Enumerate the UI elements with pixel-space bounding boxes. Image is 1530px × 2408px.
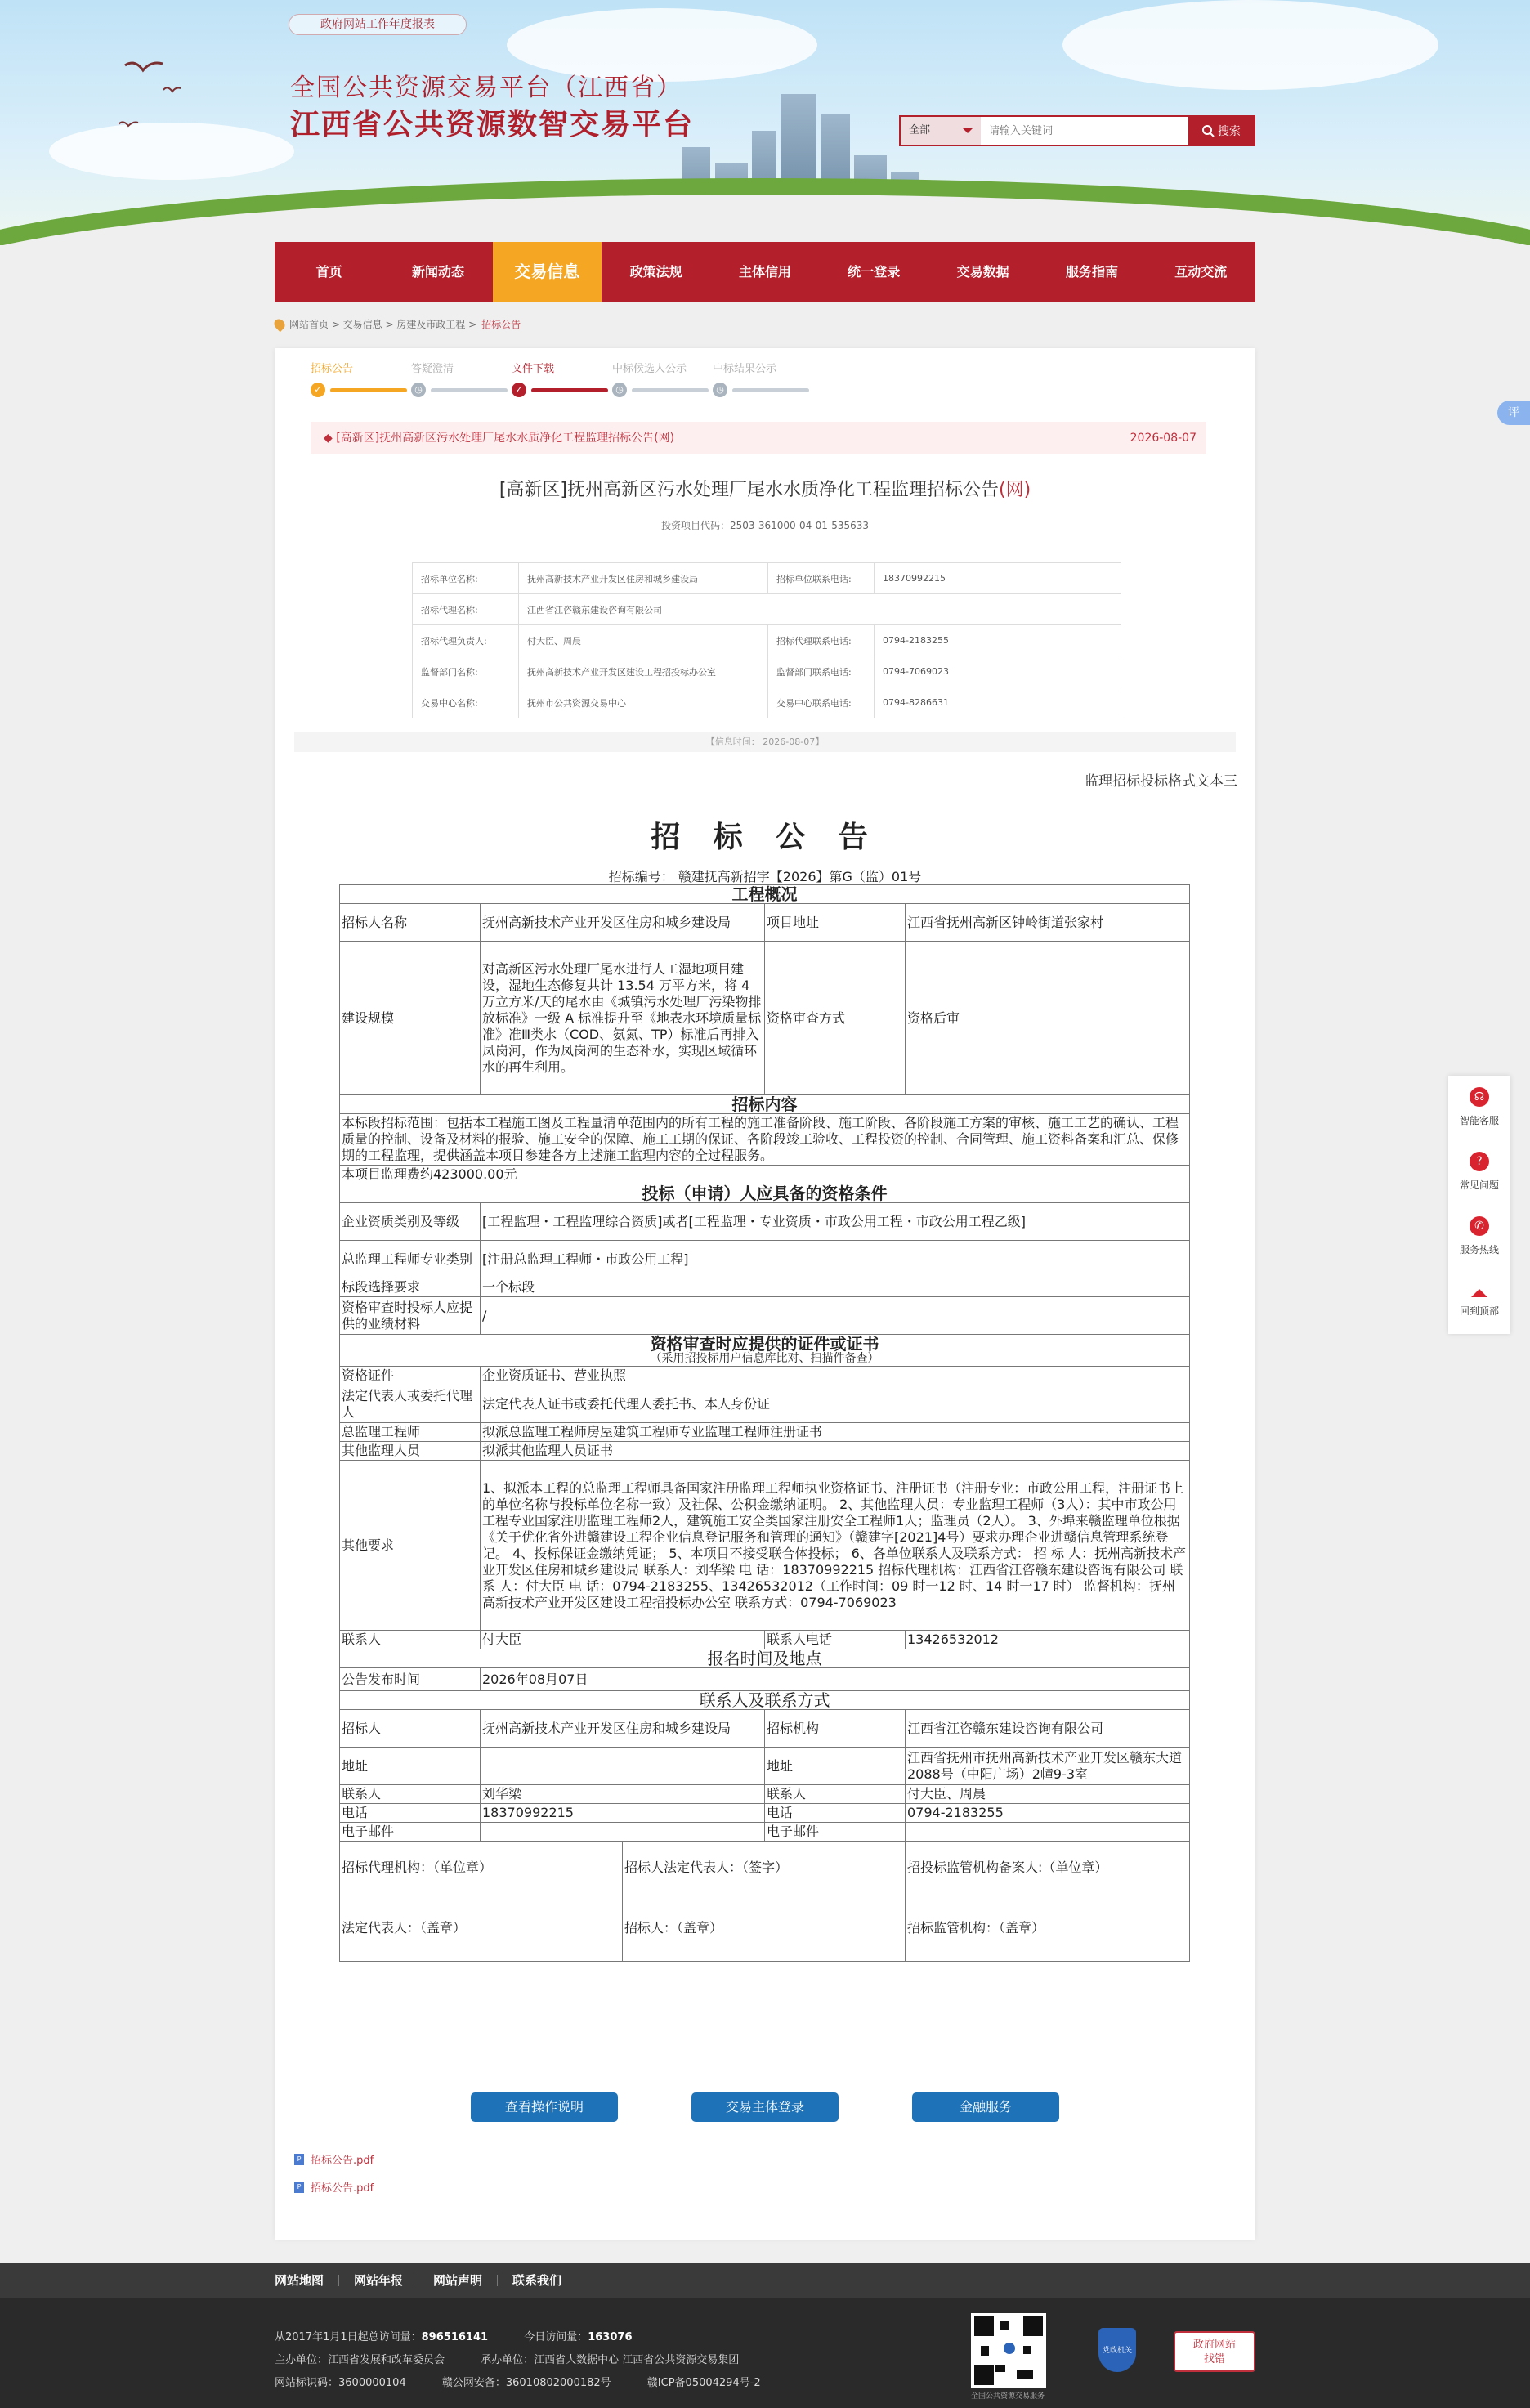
gov-site-error-badge[interactable] bbox=[1174, 2331, 1255, 2372]
cell-label: 总监理工程师 bbox=[340, 1423, 481, 1442]
search-button-label: 搜索 bbox=[1218, 125, 1241, 138]
bullet-icon: ◆ bbox=[324, 432, 337, 445]
action-buttons bbox=[275, 2092, 1255, 2122]
sign-text: 招标代理机构：（单位章） bbox=[342, 1860, 493, 1875]
step-label: 答疑澄清 bbox=[411, 363, 454, 375]
cell-label: 资格审查时投标人应提供的业绩材料 bbox=[340, 1297, 481, 1335]
sign-block bbox=[340, 1842, 623, 1961]
nav-policy[interactable]: 政策法规 bbox=[629, 264, 682, 280]
title-net-tag: (网) bbox=[999, 480, 1031, 500]
organizer-text: 承办单位：江西省大数据中心 江西省公共资源交易集团 bbox=[481, 2354, 740, 2366]
cell-label: 电子邮件 bbox=[340, 1823, 481, 1842]
content-card bbox=[275, 348, 1255, 2240]
cell-label: 资格审查方式 bbox=[765, 942, 906, 1095]
nav-home[interactable]: 首页 bbox=[315, 264, 342, 280]
phone-icon: ✆ bbox=[1470, 1216, 1489, 1236]
sign-block bbox=[623, 1842, 906, 1961]
headset-icon: ☊ bbox=[1470, 1087, 1489, 1107]
sign-text: 招标监管机构：（盖章） bbox=[907, 1920, 1045, 1936]
faq-button[interactable] bbox=[1448, 1140, 1510, 1205]
info-value: 抚州市公共资源交易中心 bbox=[519, 687, 768, 718]
cell-value: 本项目监理费约423000.00元 bbox=[340, 1166, 1190, 1184]
section-certificates-title: 资格审查时应提供的证件或证书 bbox=[650, 1334, 879, 1354]
cell-label: 法定代表人或委托代理人 bbox=[340, 1385, 481, 1423]
search-icon bbox=[1201, 124, 1215, 137]
cell-value: 对高新区污水处理厂尾水进行人工湿地项目建设，湿地生态修复共计 13.54 万平方米，将 4 万立方米/天的尾水由《城镇污水处理厂污染物排放标准》一级 A 标准提升至《地表水环境质量标准》准Ⅲ类水（COD、氨氮、TP）标准后再排入凤岗河，作为凤岗河的生态补水，实现区域循环水的再生利用。 bbox=[481, 942, 765, 1095]
police-record-link[interactable]: 赣公网安备：36010802000182号 bbox=[441, 2377, 611, 2389]
search-bar bbox=[899, 115, 1255, 146]
step-clarification[interactable] bbox=[411, 360, 512, 401]
section-time: 报名时间及地点 bbox=[340, 1649, 1190, 1668]
info-value: 抚州高新技术产业开发区住房和城乡建设局 bbox=[519, 563, 768, 594]
footer-link-sitemap[interactable]: 网站地图 bbox=[275, 2273, 324, 2288]
today-label: 今日访问量： bbox=[524, 2331, 588, 2343]
back-to-top-button[interactable] bbox=[1448, 1269, 1510, 1334]
title-text: [高新区]抚州高新区污水处理厂尾水水质净化工程监理招标公告 bbox=[499, 480, 999, 500]
doc-title: 招 标 公 告 bbox=[651, 821, 879, 854]
cell-label: 资格证件 bbox=[340, 1367, 481, 1385]
host-text: 主办单位：江西省发展和改革委员会 bbox=[275, 2354, 445, 2366]
cell-label: 其他要求 bbox=[340, 1461, 481, 1631]
cell-value: 抚州高新技术产业开发区住房和城乡建设局 bbox=[481, 904, 765, 942]
cell-label: 联系人 bbox=[340, 1785, 481, 1804]
section-contact: 联系人及联系方式 bbox=[340, 1691, 1190, 1710]
sign-text: 招标人法定代表人：（签字） bbox=[624, 1860, 789, 1875]
cell-value: 2026年08月07日 bbox=[481, 1668, 1190, 1691]
sign-text: 法定代表人：（盖章） bbox=[342, 1920, 467, 1936]
step-tender-notice[interactable] bbox=[311, 360, 411, 401]
main-nav bbox=[275, 242, 1255, 302]
cell-label: 企业资质类别及等级 bbox=[340, 1203, 481, 1241]
info-label: 监督部门名称: bbox=[413, 656, 519, 687]
cell-label: 项目地址 bbox=[765, 904, 906, 942]
trader-login-button[interactable]: 交易主体登录 bbox=[691, 2092, 839, 2122]
notice-title: [高新区]抚州高新区污水处理厂尾水水质净化工程监理招标公告(网) bbox=[336, 432, 675, 445]
footer bbox=[0, 2298, 1530, 2408]
cell-value: [工程监理・工程监理综合资质]或者[工程监理・专业资质・市政公用工程・市政公用工程乙级] bbox=[481, 1203, 1190, 1241]
section-certificates bbox=[340, 1335, 1190, 1367]
cell-value: 江西省江咨赣东建设咨询有限公司 bbox=[906, 1710, 1190, 1748]
format-text: 监理招标投标格式文本三 bbox=[1085, 773, 1237, 790]
footer-nav bbox=[0, 2263, 1530, 2298]
info-label: 招标单位联系电话: bbox=[768, 563, 875, 594]
attachment-link[interactable] bbox=[294, 2151, 374, 2167]
host-info bbox=[275, 2351, 739, 2366]
step-label: 中标结果公示 bbox=[713, 363, 777, 375]
cell-value: 13426532012 bbox=[906, 1631, 1190, 1649]
qr-label: 全国公共资源交易服务 bbox=[971, 2392, 1045, 2401]
clock-icon: ◷ bbox=[411, 383, 426, 397]
cell-value: 拟派总监理工程师房屋建筑工程师专业监理工程师注册证书 bbox=[481, 1423, 1190, 1442]
cell-label: 其他监理人员 bbox=[340, 1442, 481, 1461]
cell-label: 招标机构 bbox=[765, 1710, 906, 1748]
nav-credit[interactable]: 主体信用 bbox=[738, 264, 791, 280]
cell-value: 江西省抚州市抚州高新技术产业开发区赣东大道2088号（中阳广场）2幢9-3室 bbox=[906, 1748, 1190, 1785]
cell-value: 18370992215 bbox=[481, 1804, 765, 1823]
cell-value: 本标段招标范围：包括本工程施工图及工程量清单范围内的所有工程的施工准备阶段、施工阶段、各阶段施工方案的审核、施工工艺的确认、工程质量的控制、设备及材料的报验、施工安全的保障、施工工期的保证、各阶段竣工验收、工程投资的控制、合同管理、施工资料备案和汇总、保修期的工程监理，提供涵盖本项目参建各方上述施工监理内容的全过程服务。 bbox=[340, 1114, 1190, 1166]
arrow-up-icon bbox=[1471, 1281, 1488, 1297]
breadcrumb-current: 招标公告 bbox=[481, 319, 521, 330]
page-title bbox=[275, 476, 1255, 501]
process-steps bbox=[311, 360, 813, 401]
step-label: 中标候选人公示 bbox=[612, 363, 687, 375]
attachment-name: 招标公告.pdf bbox=[311, 2155, 374, 2167]
badge-text: 党政机关 bbox=[1102, 2347, 1132, 2355]
cell-label: 联系人 bbox=[765, 1785, 906, 1804]
cell-value: 企业资质证书、营业执照 bbox=[481, 1367, 1190, 1385]
doc-number: 招标编号： 赣建抚高新招字【2026】第G（监）01号 bbox=[608, 869, 922, 884]
cell-label: 地址 bbox=[340, 1748, 481, 1785]
nav-login[interactable]: 统一登录 bbox=[848, 264, 901, 280]
visit-stats bbox=[275, 2328, 633, 2343]
cell-label: 电话 bbox=[340, 1804, 481, 1823]
hotline-button[interactable] bbox=[1448, 1205, 1510, 1269]
search-button[interactable] bbox=[1188, 117, 1254, 145]
site-title-line1: 全国公共资源交易平台（江西省） bbox=[290, 74, 682, 102]
finance-service-button[interactable]: 金融服务 bbox=[912, 2092, 1059, 2122]
nav-guide[interactable]: 服务指南 bbox=[1065, 264, 1118, 280]
search-input[interactable] bbox=[981, 117, 1188, 145]
info-label: 监督部门联系电话: bbox=[768, 656, 875, 687]
clock-icon: ◷ bbox=[612, 383, 627, 397]
cell-value: 付大臣 bbox=[481, 1631, 765, 1649]
nav-interact[interactable]: 互动交流 bbox=[1174, 264, 1228, 280]
search-scope-select[interactable]: 全部 bbox=[901, 117, 981, 145]
cell-label: 招标人名称 bbox=[340, 904, 481, 942]
side-toolbar bbox=[1448, 1076, 1510, 1334]
cell-value: 资格后审 bbox=[906, 942, 1190, 1095]
footer-link-statement[interactable]: 网站声明 bbox=[418, 2275, 497, 2286]
site-title-line2: 江西省公共资源数智交易平台 bbox=[290, 107, 695, 141]
annual-report-link[interactable]: 政府网站工作年度报表 bbox=[289, 14, 467, 35]
cell-label: 公告发布时间 bbox=[340, 1668, 481, 1691]
badge-text: 政府网站 bbox=[1192, 2339, 1236, 2351]
location-pin-icon bbox=[272, 316, 287, 331]
notice-item[interactable] bbox=[311, 422, 1206, 454]
step-file-download[interactable] bbox=[512, 360, 612, 401]
notice-date: 2026-08-07 bbox=[1130, 432, 1197, 445]
section-certificates-sub: （采用招投标用户信息库比对、扫描件备查） bbox=[650, 1352, 879, 1365]
notice-table bbox=[339, 884, 1190, 1962]
qr-code bbox=[971, 2313, 1046, 2388]
section-overview: 工程概况 bbox=[340, 885, 1190, 904]
pdf-icon: P bbox=[294, 2182, 304, 2193]
feedback-float-button[interactable]: 评 bbox=[1497, 401, 1530, 425]
cell-label: 招标人 bbox=[340, 1710, 481, 1748]
sign-text: 招投标监管机构备案人:（单位章） bbox=[907, 1860, 1108, 1875]
attachment-name: 招标公告.pdf bbox=[311, 2182, 374, 2195]
info-time: 【信息时间： 2026-08-07】 bbox=[294, 732, 1236, 752]
info-label: 交易中心联系电话: bbox=[768, 687, 875, 718]
check-icon: ✓ bbox=[311, 383, 325, 397]
site-id-text: 网站标识码：3600000104 bbox=[275, 2377, 406, 2389]
info-value: 抚州高新技术产业开发区建设工程招投标办公室 bbox=[519, 656, 768, 687]
sign-text: 招标人：（盖章） bbox=[624, 1920, 723, 1936]
cell-value: / bbox=[481, 1297, 1190, 1335]
cell-value: 刘华梁 bbox=[481, 1785, 765, 1804]
cell-value: 拟派其他监理人员证书 bbox=[481, 1442, 1190, 1461]
cell-label: 建设规模 bbox=[340, 942, 481, 1095]
view-instructions-button[interactable]: 查看操作说明 bbox=[471, 2092, 618, 2122]
cell-label: 总监理工程师专业类别 bbox=[340, 1241, 481, 1278]
cell-value: 抚州高新技术产业开发区住房和城乡建设局 bbox=[481, 1710, 765, 1748]
info-value: 付大臣、周晨 bbox=[519, 625, 768, 656]
info-value: 0794-8286631 bbox=[875, 687, 1121, 718]
info-label: 招标代理负责人: bbox=[413, 625, 519, 656]
side-label: 服务热线 bbox=[1459, 1244, 1499, 1255]
info-label: 招标代理联系电话: bbox=[768, 625, 875, 656]
birds-icon bbox=[119, 49, 192, 139]
cell-label: 标段选择要求 bbox=[340, 1278, 481, 1297]
breadcrumb bbox=[275, 317, 521, 331]
info-label: 招标单位名称: bbox=[413, 563, 519, 594]
badge-text: 找错 bbox=[1203, 2353, 1225, 2365]
pdf-icon: P bbox=[294, 2154, 304, 2165]
section-qualification: 投标（申请）人应具备的资格条件 bbox=[340, 1184, 1190, 1203]
question-icon: ? bbox=[1470, 1152, 1489, 1171]
info-value: 18370992215 bbox=[875, 563, 1121, 594]
visits-label: 从2017年1月1日起总访问量： bbox=[275, 2331, 422, 2343]
footer-link-report[interactable]: 网站年报 bbox=[338, 2275, 418, 2286]
visits-count: 896516141 bbox=[421, 2331, 489, 2343]
cell-label: 地址 bbox=[765, 1748, 906, 1785]
today-count: 163076 bbox=[588, 2331, 633, 2343]
cell-label: 电话 bbox=[765, 1804, 906, 1823]
cell-value: 0794-2183255 bbox=[906, 1804, 1190, 1823]
cell-value bbox=[481, 1748, 765, 1785]
cell-value: [注册总监理工程师・市政公用工程] bbox=[481, 1241, 1190, 1278]
side-label: 常见问题 bbox=[1459, 1179, 1499, 1191]
clock-icon: ◷ bbox=[713, 383, 727, 397]
nav-news[interactable]: 新闻动态 bbox=[411, 264, 464, 280]
icp-record-link[interactable]: 赣ICP备05004294号-2 bbox=[646, 2377, 761, 2389]
cell-value: 1、拟派本工程的总监理工程师具备国家注册监理工程师执业资格证书、注册证书（注册专业：市政公用工程，注册证书上的单位名称与投标单位名称一致）及社保、公积金缴纳证明。 2、其他监理人员：专业监理工程师（3人）：其中市政公用工程专业国家注册监理工程师2人，建筑施工安全类国家注册安全工程师1人；监理员（2人）。 3、外埠来赣监理单位根据《关于优化省外进赣建设工程企业信息登记服务和管理的通知》（赣建字[2021]4号）要求办理企业进赣信息管理系统登记。 4、投标保证金缴纳凭证； 5、本项目不接受联合体投标； 6、各单位联系人及联系方式： 招 标 人：抚州高新技术产业开发区住房和城乡建设局 联系人：刘华梁 电 话：18370992215 招标代理机构：江西省江咨赣东建设咨询有限公司 联 系 人：付大臣 电 话：0794-2183255、13426532012（工作时间：09 时一12 时、14 时一17 时） 监督机构：抚州高新技术产业开发区建设工程招投标办公室 联系方式：0794-7069023 bbox=[481, 1461, 1190, 1631]
sign-block bbox=[906, 1842, 1189, 1961]
step-result[interactable] bbox=[713, 360, 813, 401]
attachment-link[interactable] bbox=[294, 2179, 374, 2195]
step-label: 文件下载 bbox=[512, 363, 555, 375]
party-gov-badge-icon[interactable] bbox=[1098, 2328, 1136, 2372]
breadcrumb-path[interactable]: 网站首页 > 交易信息 > 房建及市政工程 > bbox=[289, 319, 477, 330]
info-label: 招标代理名称: bbox=[413, 594, 519, 625]
step-label: 招标公告 bbox=[311, 363, 354, 375]
info-label: 交易中心名称: bbox=[413, 687, 519, 718]
check-icon: ✓ bbox=[512, 383, 526, 397]
cell-label: 电子邮件 bbox=[765, 1823, 906, 1842]
cloud bbox=[1062, 0, 1438, 90]
cell-label: 联系人 bbox=[340, 1631, 481, 1649]
footer-link-contact[interactable]: 联系我们 bbox=[497, 2275, 576, 2286]
step-candidate[interactable] bbox=[612, 360, 713, 401]
info-value: 0794-2183255 bbox=[875, 625, 1121, 656]
cell-value: 江西省抚州高新区钟岭街道张家村 bbox=[906, 904, 1190, 942]
registration-info bbox=[275, 2374, 761, 2389]
project-code: 投资项目代码：2503-361000-04-01-535633 bbox=[660, 520, 870, 531]
smart-service-button[interactable] bbox=[1448, 1076, 1510, 1140]
nav-data[interactable]: 交易数据 bbox=[956, 264, 1009, 280]
info-value: 0794-7069023 bbox=[875, 656, 1121, 687]
cell-value: 法定代表人证书或委托代理人委托书、本人身份证 bbox=[481, 1385, 1190, 1423]
info-table bbox=[412, 562, 1121, 718]
cell-value: 付大臣、周晨 bbox=[906, 1785, 1190, 1804]
section-content: 招标内容 bbox=[340, 1095, 1190, 1114]
nav-trade-info[interactable]: 交易信息 bbox=[493, 242, 602, 302]
cell-value: 一个标段 bbox=[481, 1278, 1190, 1297]
side-label: 智能客服 bbox=[1459, 1115, 1499, 1126]
cell-label: 联系人电话 bbox=[765, 1631, 906, 1649]
info-value: 江西省江咨赣东建设咨询有限公司 bbox=[519, 594, 1121, 625]
side-label: 回到顶部 bbox=[1459, 1305, 1499, 1317]
header-banner bbox=[0, 0, 1530, 245]
